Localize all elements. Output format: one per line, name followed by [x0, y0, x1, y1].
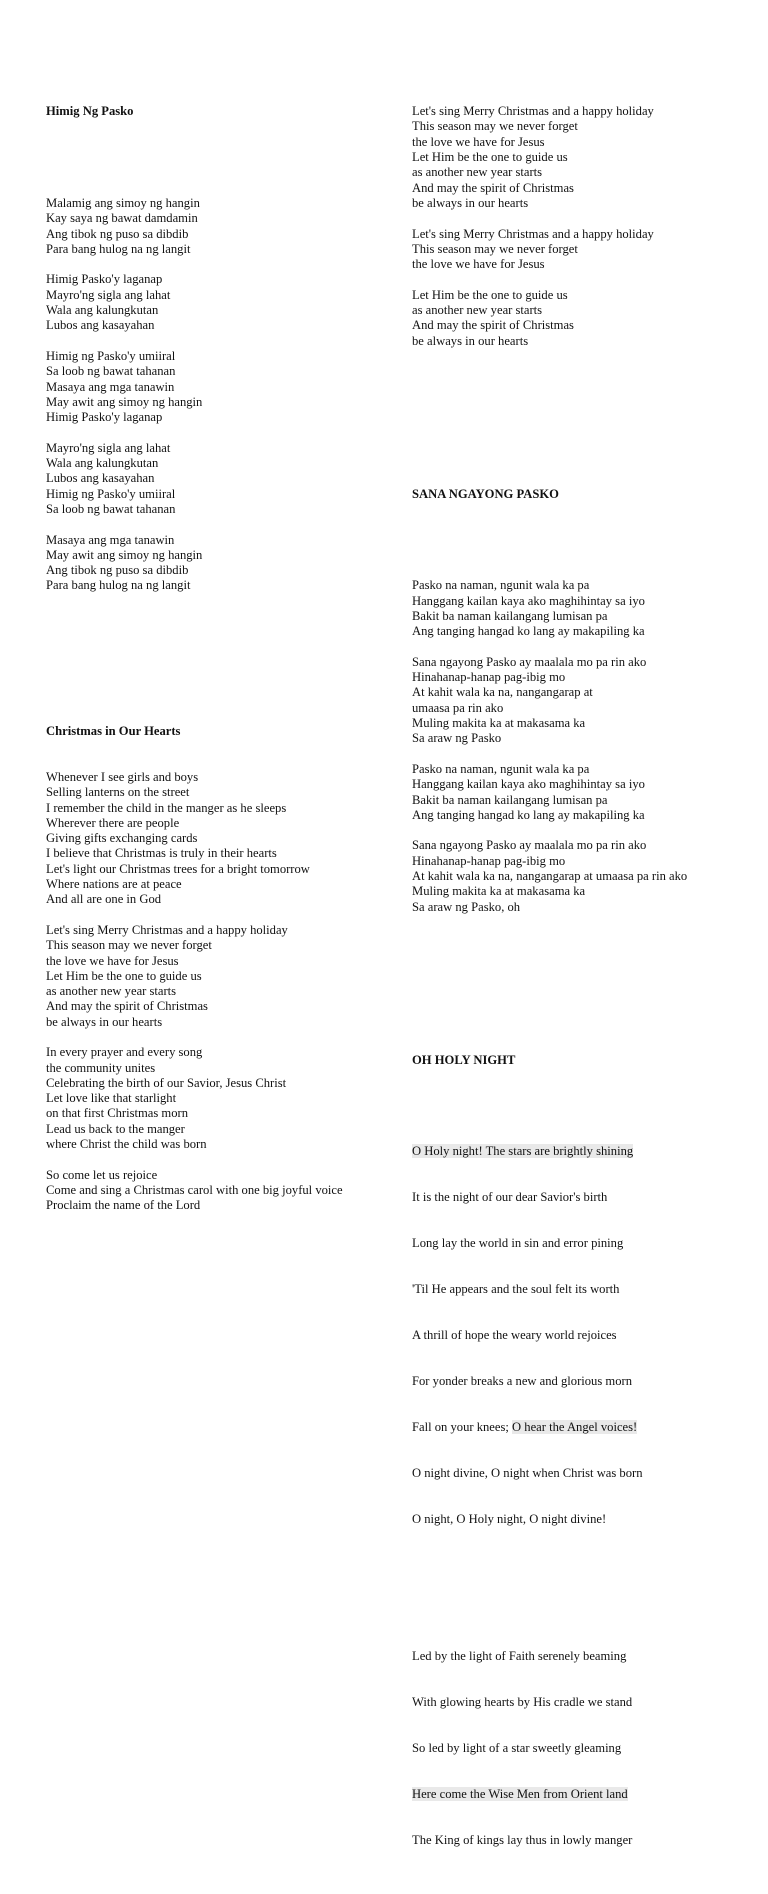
- lyric-line: And may the spirit of Christmas: [46, 999, 208, 1014]
- lyric-line: Muling makita ka at makasama ka: [412, 716, 586, 731]
- lyrics-himig: [46, 196, 396, 594]
- highlighted-text: O hear the Angel voices!: [512, 1419, 638, 1434]
- highlighted-text: Here come the Wise Men from Orient land: [412, 1786, 628, 1801]
- lyric-line: Bakit ba naman kailangang lumisan pa: [412, 608, 608, 623]
- lyric-line: Sa loob ng bawat tahanan: [46, 364, 176, 379]
- lyric-line: Sa araw ng Pasko, oh: [412, 899, 521, 914]
- lyric-line: Ang tibok ng puso sa dibdib: [46, 563, 189, 578]
- lyrics-christmas-hearts: [46, 770, 396, 1214]
- lyric-line: Let's sing Merry Christmas and a happy holiday: [412, 226, 654, 241]
- song-sana-ngayong-pasko: [412, 456, 757, 946]
- spacer: [412, 1098, 757, 1113]
- lyrics-christmas-hearts-continued: [412, 104, 757, 349]
- lyric-line: Celebrating the birth of our Savior, Jesus Christ: [46, 1075, 287, 1090]
- left-column: [46, 43, 396, 1259]
- lyric-line: Malamig ang simoy ng hangin: [46, 195, 200, 210]
- lyric-line: Let's light our Christmas trees for a bright tomorrow: [46, 861, 310, 876]
- lyric-line: the community unites: [46, 1060, 156, 1075]
- lyric-line: So led by light of a star sweetly gleaming: [412, 1740, 622, 1755]
- lyric-line: Masaya ang mga tanawin: [46, 532, 175, 547]
- lyric-line: be always in our hearts: [46, 1014, 163, 1029]
- highlighted-text: O Holy night! The stars are brightly shining: [412, 1144, 634, 1159]
- right-column: [412, 43, 757, 1894]
- lyric-line: Let Him be the one to guide us: [46, 968, 202, 983]
- lyric-line: Himig Pasko'y laganap: [46, 410, 163, 425]
- spacer: [412, 1557, 757, 1572]
- lyric-line: At kahit wala ka na, nangangarap at: [412, 685, 593, 700]
- stanza-break: [412, 747, 757, 762]
- lyric-line: Hinahanap-hanap pag-ibig mo: [412, 670, 566, 685]
- lyric-line: This season may we never forget: [46, 938, 212, 953]
- lyric-line: Himig ng Pasko'y umiiral: [46, 348, 176, 363]
- stanza-break: [412, 640, 757, 655]
- lyric-line: I remember the child in the manger as he sleeps: [46, 800, 287, 815]
- lyric-line: So come let us rejoice: [46, 1167, 158, 1182]
- song-title: SANA NGAYONG PASKO: [412, 486, 559, 501]
- song-title: Christmas in Our Hearts: [46, 724, 181, 739]
- lyric-line: Sa araw ng Pasko: [412, 731, 502, 746]
- lyric-line: Para bang hulog na ng langit: [46, 241, 191, 256]
- lyric-line: Giving gifts exchanging cards: [46, 831, 198, 846]
- lyric-line: be always in our hearts: [412, 333, 529, 348]
- lyric-line: Come and sing a Christmas carol with one big joyful voice: [46, 1182, 343, 1197]
- lyric-line: I believe that Christmas is truly in their hearts: [46, 846, 277, 861]
- lyric-line: the love we have for Jesus: [46, 953, 179, 968]
- lyric-line: Let's sing Merry Christmas and a happy holiday: [46, 922, 288, 937]
- lyric-line: Selling lanterns on the street: [46, 785, 190, 800]
- lyric-line: Hinahanap-hanap pag-ibig mo: [412, 853, 566, 868]
- lyric-line: as another new year starts: [46, 984, 177, 999]
- lyric-line: Led by the light of Faith serenely beaming: [412, 1649, 627, 1664]
- lyric-line: It is the night of our dear Savior's birth: [412, 1190, 608, 1205]
- song-himig-ng-pasko: [46, 74, 396, 625]
- lyric-line: Pasko na naman, ngunit wala ka pa: [412, 761, 590, 776]
- lyric-line: And all are one in God: [46, 892, 162, 907]
- lyric-line: Let's sing Merry Christmas and a happy holiday: [412, 104, 654, 119]
- lyric-line: May awit ang simoy ng hangin: [46, 394, 203, 409]
- lyric-line: And may the spirit of Christmas: [412, 318, 574, 333]
- stanza-break: [46, 1030, 396, 1045]
- spacer: [412, 1603, 757, 1618]
- lyric-line: Where nations are at peace: [46, 877, 182, 892]
- lyric-line: the love we have for Jesus: [412, 134, 545, 149]
- lyric-line: 'Til He appears and the soul felt its worth: [412, 1282, 620, 1297]
- lyric-line: May awit ang simoy ng hangin: [46, 547, 203, 562]
- lyric-line: Sa loob ng bawat tahanan: [46, 501, 176, 516]
- stanza-break: [46, 1152, 396, 1167]
- lyric-line: Mayro'ng sigla ang lahat: [46, 440, 171, 455]
- lyric-line: Himig ng Pasko'y umiiral: [46, 486, 176, 501]
- stanza-break: [412, 272, 757, 287]
- lyric-line: where Christ the child was born: [46, 1137, 207, 1152]
- lyric-line: Mayro'ng sigla ang lahat: [46, 287, 171, 302]
- lyric-line: [412, 1144, 757, 1159]
- stanza-break: [46, 425, 396, 440]
- lyric-line: on that first Christmas morn: [46, 1106, 189, 1121]
- lyric-line: Ang tanging hangad ko lang ay makapiling ka: [412, 624, 645, 639]
- lyric-fragment: Fall on your knees;: [412, 1419, 513, 1434]
- lyric-line: Long lay the world in sin and error pining: [412, 1236, 624, 1251]
- spacer: [412, 533, 757, 548]
- lyrics-sana: [412, 578, 757, 915]
- spacer: [46, 655, 396, 663]
- song-title: Himig Ng Pasko: [46, 104, 134, 119]
- lyric-line: Bakit ba naman kailangang lumisan pa: [412, 792, 608, 807]
- lyric-line: O night, O Holy night, O night divine!: [412, 1511, 607, 1526]
- song-christmas-in-our-hearts: [46, 693, 396, 1244]
- spacer: [412, 410, 757, 425]
- lyric-line: Masaya ang mga tanawin: [46, 379, 175, 394]
- stanza-break: [46, 908, 396, 923]
- lyric-line: Lead us back to the manger: [46, 1121, 185, 1136]
- lyric-line: Kay saya ng bawat damdamin: [46, 211, 198, 226]
- lyric-line: Muling makita ka at makasama ka: [412, 884, 586, 899]
- stanza-break: [46, 334, 396, 349]
- lyric-line: This season may we never forget: [412, 119, 578, 134]
- lyric-line: Let love like that starlight: [46, 1091, 177, 1106]
- spacer: [412, 976, 757, 991]
- lyric-line: Ang tibok ng puso sa dibdib: [46, 226, 189, 241]
- lyric-line: Whenever I see girls and boys: [46, 769, 199, 784]
- lyric-line: as another new year starts: [412, 303, 543, 318]
- lyric-line: Hanggang kailan kaya ako maghihintay sa iyo: [412, 777, 645, 792]
- lyric-line: Para bang hulog na ng langit: [46, 578, 191, 593]
- stanza-break: [46, 257, 396, 272]
- lyric-line: O night divine, O night when Christ was born: [412, 1465, 643, 1480]
- lyric-line: be always in our hearts: [412, 195, 529, 210]
- lyric-line: Sana ngayong Pasko ay maalala mo pa rin ako: [412, 654, 647, 669]
- lyric-line: Sana ngayong Pasko ay maalala mo pa rin ako: [412, 838, 647, 853]
- lyric-line: Pasko na naman, ngunit wala ka pa: [412, 578, 590, 593]
- lyric-line: umaasa pa rin ako: [412, 700, 504, 715]
- lyric-line: [412, 1787, 757, 1802]
- lyric-line: The King of kings lay thus in lowly manger: [412, 1832, 633, 1847]
- lyric-line: For yonder breaks a new and glorious morn: [412, 1373, 632, 1388]
- lyric-line: At kahit wala ka na, nangangarap at umaasa pa rin ako: [412, 869, 688, 884]
- spacer: [46, 150, 396, 165]
- lyric-line: And may the spirit of Christmas: [412, 180, 574, 195]
- lyric-line: Proclaim the name of the Lord: [46, 1198, 201, 1213]
- lyric-line: the love we have for Jesus: [412, 257, 545, 272]
- lyric-line: Let Him be the one to guide us: [412, 150, 568, 165]
- lyric-line: In every prayer and every song: [46, 1045, 203, 1060]
- lyric-line: A thrill of hope the weary world rejoices: [412, 1327, 617, 1342]
- lyric-line: Lubos ang kasayahan: [46, 318, 155, 333]
- lyric-line: With glowing hearts by His cradle we stand: [412, 1695, 633, 1710]
- stanza-break: [412, 211, 757, 226]
- song-oh-holy-night: [412, 1022, 757, 1879]
- lyric-line: This season may we never forget: [412, 241, 578, 256]
- song-title: OH HOLY NIGHT: [412, 1052, 516, 1067]
- stanza-break: [46, 517, 396, 532]
- lyric-line: Wala ang kalungkutan: [46, 456, 159, 471]
- lyric-line: Ang tanging hangad ko lang ay makapiling ka: [412, 807, 645, 822]
- lyric-line: Hanggang kailan kaya ako maghihintay sa iyo: [412, 593, 645, 608]
- lyric-line: as another new year starts: [412, 165, 543, 180]
- stanza-break: [412, 823, 757, 838]
- lyric-line: [412, 1420, 757, 1435]
- lyric-line: Wherever there are people: [46, 815, 180, 830]
- lyric-line: Himig Pasko'y laganap: [46, 272, 163, 287]
- lyric-line: Lubos ang kasayahan: [46, 471, 155, 486]
- lyric-line: Wala ang kalungkutan: [46, 303, 159, 318]
- song-christmas-in-our-hearts-continued: [412, 74, 757, 380]
- lyric-line: Let Him be the one to guide us: [412, 287, 568, 302]
